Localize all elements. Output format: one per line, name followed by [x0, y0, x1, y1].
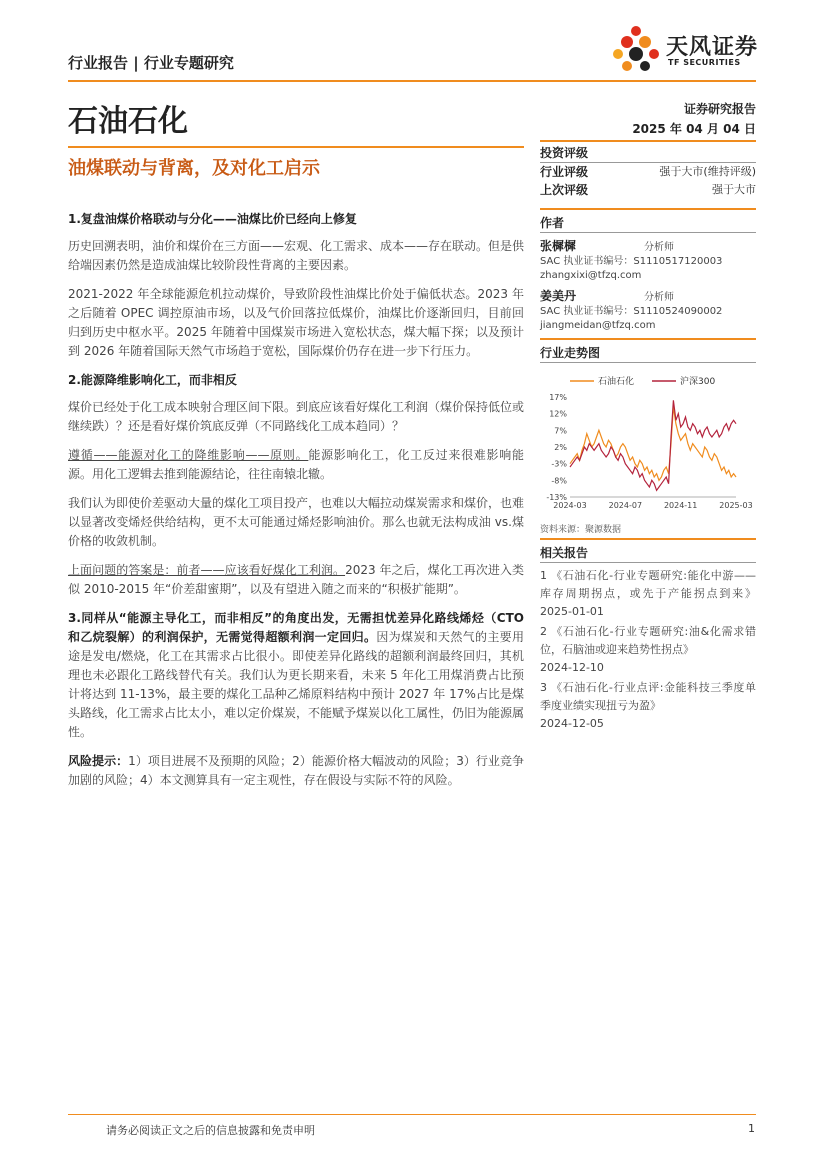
related-section-title: 相关报告 — [540, 546, 589, 560]
industry-name: 石油石化 — [68, 104, 188, 139]
legend-label: 沪深300 — [680, 377, 716, 387]
paragraph-text: 2023 年之后，煤化工再次进入类似 2010-2015 年“价差甜蜜期”，以及有望进入随之而来的“积极扩能期”。 — [68, 563, 524, 596]
analyst-card — [540, 239, 756, 283]
related-report-title[interactable]: 2 《石油石化-行业专题研究:油&化需求错位，石脑油或迎来趋势性拐点》 — [540, 625, 756, 656]
related-report-link[interactable]: 1 《石油石化-行业专题研究:能化中游——库存周期拐点，或先于产能拐点到来》 2025-01-01 — [540, 569, 756, 618]
authors-block — [540, 208, 756, 333]
related-report-link[interactable] — [540, 679, 756, 733]
main-body — [68, 210, 524, 800]
chart-source: 资料来源：聚源数据 — [540, 525, 622, 535]
risk-label: 风险提示： — [68, 754, 129, 768]
series-line — [570, 407, 736, 480]
legend-label: 石油石化 — [598, 377, 635, 387]
y-tick-label: -8% — [551, 476, 567, 486]
analyst-role: 分析师 — [644, 242, 674, 253]
related-report-title[interactable]: 3 《石油石化-行业点评:金能科技三季度单季度业绩实现扭亏为盈》 — [540, 681, 756, 712]
paragraph: 煤价已经处于化工成本映射合理区间下限。到底应该看好煤化工利润（煤价保持低位或继续跌）？还是看好煤价筑底反弹（不同路线化工成本趋同）？ — [68, 400, 525, 433]
rating-value: 强于大市(维持评级) — [659, 165, 756, 178]
related-report-date: 2024-12-10 — [540, 661, 604, 674]
x-tick-label: 2024-03 — [553, 501, 587, 510]
paragraph: 2021-2022 年全球能源危机拉动煤价，导致阶段性油煤比价处于偏低状态。2023 年之后随着 OPEC 调控原油市场，以及气价回落拉低煤价，油煤比价逐渐回归，目前回归到历史中枢水平。2025 年随着中国煤炭市场进入宽松状态，煤大幅下探；以及预计到 2026 年随着国际天然气市场趋于宽松，国际煤价仍存在进一步下行压力。 — [68, 287, 524, 358]
paragraph: 历史回溯表明，油价和煤价在三方面——宏观、化工需求、成本——存在联动。但是供给端因素仍然是造成油煤比较阶段性背离的主要因素。 — [68, 239, 525, 272]
rating-section-title: 投资评级 — [540, 146, 589, 160]
divider — [540, 232, 756, 233]
analyst-role: 分析师 — [644, 292, 674, 303]
trend-block — [540, 338, 756, 535]
y-tick-label: -13% — [546, 493, 567, 502]
paragraph-text: 能源影响化工，化工反过来很难影响能源。用化工逻辑去推到能源结论，往往南辕北辙。 — [68, 448, 524, 481]
related-list — [540, 567, 756, 733]
paragraph — [68, 446, 524, 484]
company-logo — [610, 24, 760, 74]
risk-text: 1）项目进展不及预期的风险；2）能源价格大幅波动的风险；3）行业竞争加剧的风险；4）本文测算具有一定主观性，存在假设与实际不符的风险。 — [68, 754, 524, 787]
logo-mark-icon — [610, 24, 662, 74]
analyst-email[interactable]: zhangxixi@tfzq.com — [540, 270, 642, 281]
rating-key: 上次评级 — [540, 183, 589, 197]
paragraph — [68, 561, 524, 599]
underlined-principle: 遵循——能源对化工的降维影响——原则。 — [68, 448, 309, 462]
x-tick-label: 2024-07 — [608, 501, 643, 510]
y-tick-label: 12% — [549, 409, 567, 419]
divider — [540, 562, 756, 563]
report-date: 2025 年 04 月 04 日 — [632, 122, 756, 136]
page-number: 1 — [748, 1122, 755, 1135]
section-heading-3: 3.同样从“能源主导化工，而非相反”的角度出发，无需担忧差异化路线烯烃（CTO 和乙烷裂解）的利润保护，无需觉得超额利润一定回归。 — [68, 611, 524, 644]
header-divider — [68, 80, 756, 82]
trend-section-title: 行业走势图 — [540, 346, 601, 360]
related-report-date: 2024-12-05 — [540, 717, 604, 730]
authors-section-title: 作者 — [540, 216, 565, 230]
report-title: 油煤联动与背离，及对化工启示 — [68, 158, 320, 179]
rating-row — [540, 181, 756, 199]
y-tick-label: 17% — [549, 393, 567, 402]
related-block — [540, 538, 756, 735]
analyst-email[interactable]: jiangmeidan@tfzq.com — [540, 320, 656, 331]
divider — [540, 140, 756, 142]
rating-row — [540, 163, 756, 181]
divider — [540, 208, 756, 210]
logo-subtitle: TF SECURITIES — [668, 58, 741, 67]
related-report-link[interactable] — [540, 623, 756, 677]
section-heading-2: 2.能源降维影响化工，而非相反 — [68, 373, 237, 387]
x-tick-label: 2024-11 — [663, 501, 698, 510]
divider — [540, 338, 756, 340]
rating-block — [540, 140, 756, 199]
paragraph-text: 因为煤炭和天然气的主要用途是发电/燃烧，化工在其需求占比很小。即使差异化路线的超额利润最终回归，其机理也未必跟化工路线替代有关。我们认为更长期来看，未来 5 年化工用煤消费占比预计将达到 11-13%，最主要的煤化工品种乙烯原料结构中预计 2027 年 17%占比是煤头路线，化工需求占比太小，难以定价煤炭，不能赋予煤炭以化工属性，仍旧为能源属性。 — [68, 630, 525, 739]
disclaimer-note: 请务必阅读正文之后的信息披露和免责申明 — [106, 1124, 315, 1137]
title-divider — [68, 146, 524, 148]
divider — [540, 538, 756, 540]
analyst-name: 姜美丹 — [540, 289, 577, 303]
logo-name: 天风证券 — [666, 35, 759, 60]
section-heading-1: 1.复盘油煤价格联动与分化——油煤比价已经向上修复 — [68, 212, 357, 226]
y-tick-label: -3% — [551, 459, 567, 469]
rating-key: 行业评级 — [540, 165, 589, 179]
underlined-answer: 上面问题的答案是：前者——应该看好煤化工利润。 — [68, 563, 346, 577]
paragraph: 我们认为即使价差驱动大量的煤化工项目投产，也难以大幅拉动煤炭需求和煤价，也难以显著改变烯烃供给结构，更不太可能通过烯烃影响油价。那么也就无法构成油 vs.煤价格的收敛机制。 — [68, 496, 525, 548]
risk-warning — [68, 752, 524, 790]
footer-divider — [68, 1114, 756, 1115]
industry-trend-chart — [540, 363, 756, 513]
analyst-cert: SAC 执业证书编号：S1110524090002 — [540, 306, 723, 317]
paragraph — [68, 609, 524, 742]
series-line — [570, 400, 736, 490]
analyst-name: 张樨樨 — [540, 239, 577, 253]
analyst-cert: SAC 执业证书编号：S1110517120003 — [540, 256, 723, 267]
rating-value: 强于大市 — [712, 183, 756, 196]
x-tick-label: 2025-03 — [719, 501, 753, 510]
report-category: 行业报告 | 行业专题研究 — [68, 54, 234, 72]
y-tick-label: 2% — [554, 443, 567, 452]
report-type: 证券研究报告 — [683, 102, 756, 116]
analyst-card — [540, 289, 756, 333]
y-tick-label: 7% — [554, 426, 567, 436]
